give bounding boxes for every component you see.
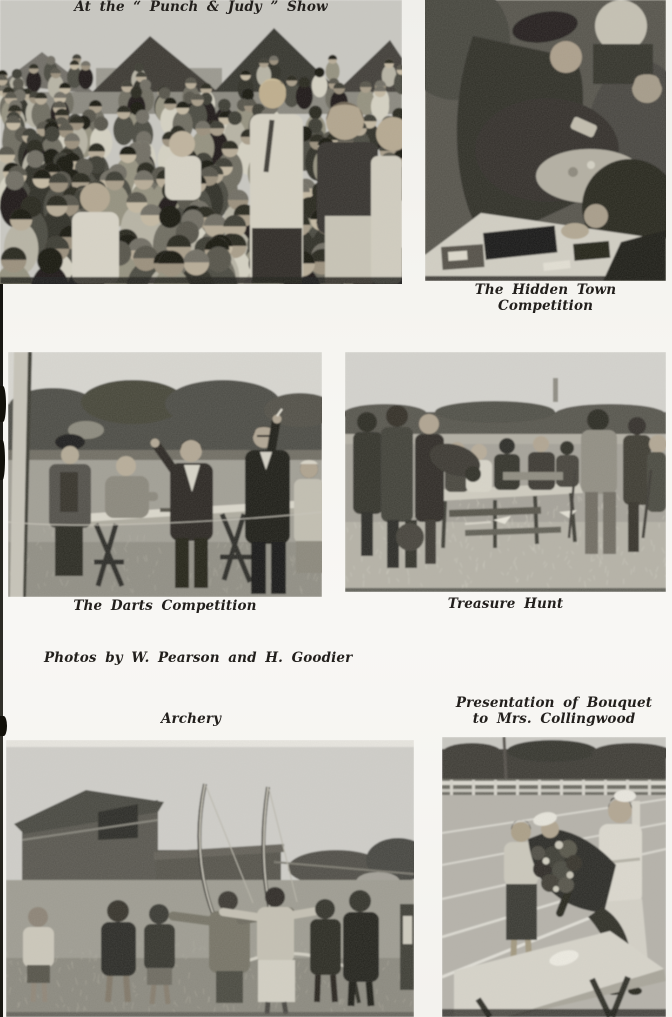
photo-punch-judy <box>0 0 402 284</box>
caption-treasure-hunt: Treasure Hunt <box>447 596 564 612</box>
caption-darts: The Darts Competition <box>73 598 257 614</box>
photo-hidden-town <box>425 0 666 281</box>
photo-darts <box>8 352 322 597</box>
caption-bouquet-line1: Presentation of Bouquet <box>455 695 653 711</box>
photo-bouquet <box>442 737 666 1017</box>
photo-credit: Photos by W. Pearson and H. Goodier <box>44 650 353 666</box>
gutter-mark <box>0 716 7 736</box>
caption-bouquet-line2: to Mrs. Collingwood <box>472 710 636 727</box>
caption-hidden-town: The Hidden Town Competition <box>474 282 617 314</box>
caption-bouquet <box>442 696 666 727</box>
caption-punch-judy: At the “ Punch & Judy ” Show <box>74 0 328 15</box>
gutter-mark <box>0 386 6 422</box>
gutter-mark <box>0 440 5 480</box>
photo-treasure-hunt <box>345 352 666 592</box>
photo-archery <box>6 740 414 1017</box>
caption-archery: Archery <box>160 711 222 727</box>
